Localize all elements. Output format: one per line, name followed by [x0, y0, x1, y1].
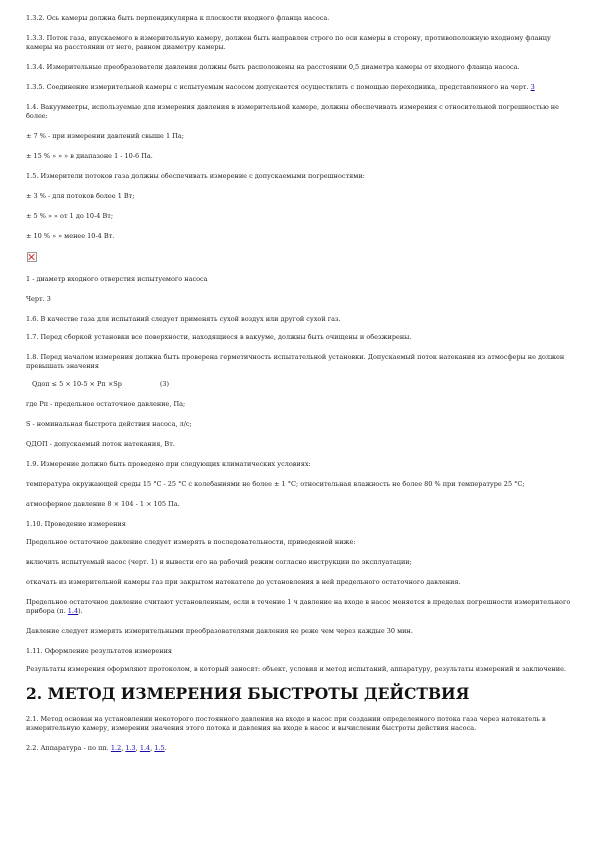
broken-image-icon	[27, 252, 37, 262]
para-2-2-text: 2.2. Аппаратура - по пп.	[26, 744, 109, 752]
heading-1-11: 1.11. Оформление результатов измерения	[26, 647, 173, 655]
para-1-3-4: 1.3.4. Измерительные преобразователи давления должны быть расположены на расстоянии 0,5 диаметра камеры от входного фланца насоса.	[26, 63, 520, 71]
para-2-2-end: .	[164, 744, 167, 752]
para-1-5: 1.5. Измерители потоков газа должны обеспечивать измерение с допускаемыми погрешностями:	[26, 172, 365, 180]
para-pressure: атмосферное давление 8 × 104 - 1 × 105 Па.	[26, 500, 180, 508]
para-1-8: 1.8. Перед началом измерения должна быть проверена герметичность испытательной установки. Допускаемый поток натекания из атмосферы не должен превышать значения	[26, 353, 565, 370]
para-1-3-5-text: 1.3.5. Соединение измерительной камеры с испытуемым насосом допускается осуществлять с помощью переходника, представленного на черт.	[26, 83, 529, 91]
document-page	[26, 14, 574, 764]
formula-text: Qдоп ≤ 5 × 10-5 × Pп ×Sp	[32, 380, 122, 388]
para-stable-end: ).	[78, 607, 83, 615]
para-results: Результаты измерения оформляют протоколом, в который заносят: объект, условия и метод испытаний, аппаратуру, результаты измерений и заключение.	[26, 665, 566, 673]
para-30-min: Давление следует измерять измерительными преобразователями давления не реже чем через каждые 30 мин.	[26, 627, 413, 635]
para-temperature: температура окружающей среды 15 °С - 25 °С с колебаниями не более ± 1 °С; относительная влажность не более 80 % при температуре 25 °С;	[26, 480, 525, 488]
para-1-6: 1.6. В качестве газа для испытаний следует применять сухой воздух или другой сухой газ.	[26, 315, 341, 323]
para-1-5-b: ± 5 % » » от 1 до 10-4 Вт;	[26, 212, 114, 220]
para-1-4-b: ± 15 % » » » в диапазоне 1 - 10-6 Па.	[26, 152, 153, 160]
para-1-3-5	[26, 83, 574, 92]
para-1-4: 1.4. Вакуумметры, используемые для измерения давления в измерительной камере, должны обеспечивать измерения с относительной погрешностью не более:	[26, 103, 559, 120]
heading-1-10: 1.10. Проведение измерения	[26, 520, 126, 528]
link-1-3[interactable]: 1.3	[125, 744, 136, 752]
para-where-pp: где Pп - предельное остаточное давление, Па;	[26, 400, 186, 408]
section-2-title: 2. МЕТОД ИЗМЕРЕНИЯ БЫСТРОТЫ ДЕЙСТВИЯ	[26, 684, 470, 703]
para-1-3-3: 1.3.3. Поток газа, впускаемого в измерительную камеру, должен быть направлен строго по оси камеры в сторону, противоположную входному фланцу камеры на расстоянии от него, равном диаметру камеры.	[26, 34, 551, 51]
link-1-5[interactable]: 1.5	[154, 744, 165, 752]
para-1-9: 1.9. Измерение должно быть проведено при следующих климатических условиях:	[26, 460, 311, 468]
link-drawing-3[interactable]: 3	[530, 83, 535, 91]
para-qdop-definition: QДОП - допускаемый поток натекания, Вт.	[26, 440, 175, 448]
para-1-3-2: 1.3.2. Ось камеры должна быть перпендикулярна к плоскости входного фланца насоса.	[26, 14, 330, 22]
drawing-label: Черт. 3	[26, 295, 51, 303]
para-2-2: 2.2. Аппаратура - по пп. 1.2, 1.3, 1.4, 1.5.	[26, 744, 167, 752]
para-1-5-c: ± 10 % » » менее 10-4 Вт.	[26, 232, 115, 240]
formula-3	[32, 380, 574, 389]
para-1-10-intro: Предельное остаточное давление следует измерять в последовательности, приведенной ниже:	[26, 538, 356, 546]
para-1-7: 1.7. Перед сборкой установки все поверхности, находящиеся в вакууме, должны быть очищены и обезжирены.	[26, 333, 412, 341]
para-stable-pressure	[26, 598, 574, 616]
para-1-5-a: ± 3 % - для потоков более 1 Вт;	[26, 192, 135, 200]
link-1-2[interactable]: 1.2	[110, 744, 122, 752]
para-1-10-step-2: откачать из измерительной камеры газ при закрытом натекателе до установления в ней предельного остаточного давления.	[26, 578, 461, 586]
para-2-1: 2.1. Метод основан на установлении некоторого постоянного давления на входе в насос при создании определенного потока газа через натекатель в измерительную камеру, измерении значения этого потока и давления на входе в насос и вычислении быстроты действия насоса.	[26, 715, 546, 732]
para-s-definition: S - номинальная быстрота действия насоса, л/с;	[26, 420, 192, 428]
para-stable-text: Предельное остаточное давление считают установленным, если в течение 1 ч давление на входе в насос меняется в пределах погрешности измерительного прибора (п.	[26, 598, 571, 615]
para-1-4-a: ± 7 % - при измерении давлений свыше 1 Па;	[26, 132, 184, 140]
link-1-4-b[interactable]: 1.4	[139, 744, 151, 752]
formula-number: (3)	[159, 380, 170, 388]
link-1-4[interactable]: 1.4	[67, 607, 79, 615]
figure-caption: 1 - диаметр входного отверстия испытуемого насоса	[26, 275, 208, 283]
para-1-10-step-1: включить испытуемый насос (черт. 1) и вывести его на рабочий режим согласно инструкции по эксплуатации;	[26, 558, 412, 566]
